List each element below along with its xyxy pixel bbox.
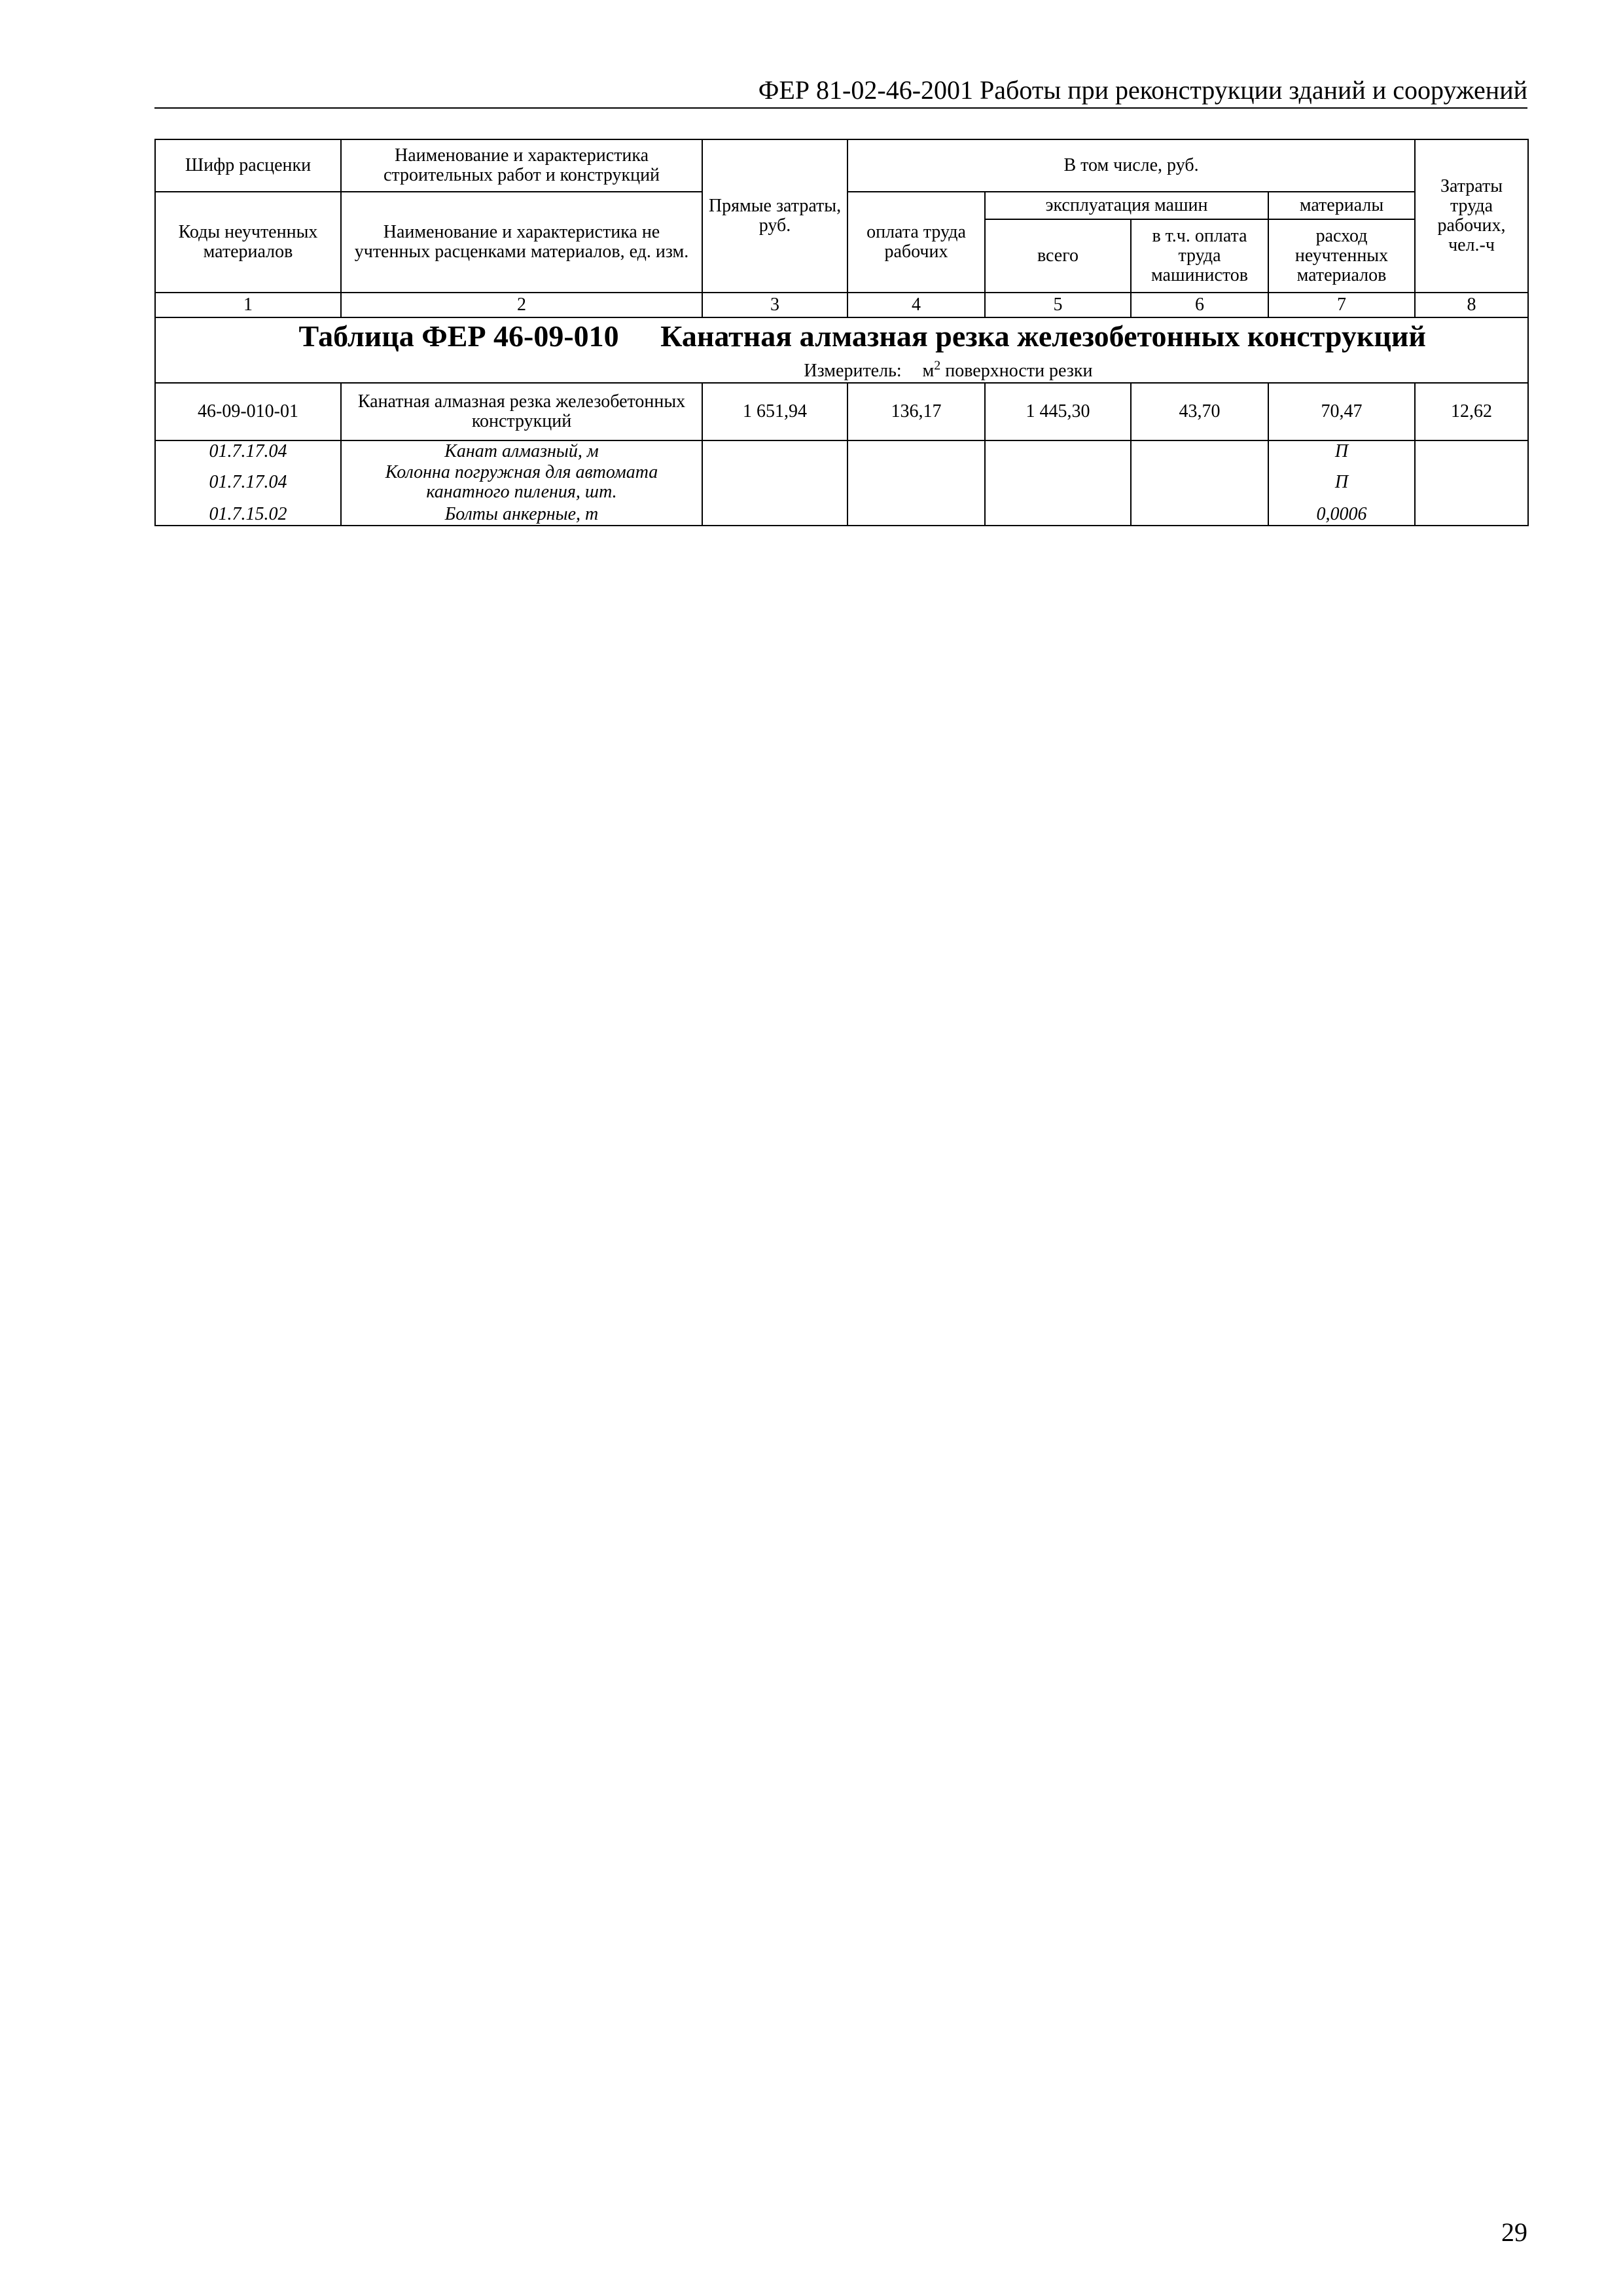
header-machines: эксплуатация машин — [985, 192, 1268, 219]
page-number: 29 — [1501, 2217, 1527, 2247]
column-number: 3 — [702, 293, 847, 317]
header-material-codes: Коды неучтенных материалов — [155, 192, 341, 293]
header-materials: материалы — [1268, 192, 1415, 219]
header-material-names: Наименование и характеристика не учтенных расценками материалов, ед. изм. — [341, 192, 702, 293]
header-material-consumption: расход неучтенных материалов — [1268, 219, 1415, 293]
material-code: 01.7.17.04 — [155, 461, 341, 503]
material-name: Колонна погружная для автомата канатного пиления, шт. — [341, 461, 702, 503]
measure-value: $м^2$ поверхности резки — [922, 359, 1093, 381]
header-machines-total: всего — [985, 219, 1131, 293]
header-including: В том числе, руб. — [847, 139, 1415, 192]
header-cipher: Шифр расценки — [155, 139, 341, 192]
table-title — [155, 317, 1528, 359]
measure-label: Измеритель: — [804, 360, 902, 381]
material-name: Канат алмазный, м — [341, 440, 702, 461]
machines-total-value: 1 445,30 — [985, 383, 1131, 440]
column-number: 2 — [341, 293, 702, 317]
measure-unit — [155, 359, 1528, 383]
column-number: 5 — [985, 293, 1131, 317]
material-name: Болты анкерные, т — [341, 503, 702, 526]
column-number: 7 — [1268, 293, 1415, 317]
material-row — [155, 440, 1528, 461]
material-row — [155, 503, 1528, 526]
running-header-text: ФЕР 81-02-46-2001 Работы при реконструкции зданий и сооружений — [758, 75, 1527, 105]
material-code: 01.7.17.04 — [155, 440, 341, 461]
materials-value: 70,47 — [1268, 383, 1415, 440]
column-number: 4 — [847, 293, 985, 317]
table-code: Таблица ФЕР 46-09-010 — [298, 319, 619, 353]
material-consumption: П — [1268, 440, 1415, 461]
table-row — [155, 383, 1528, 440]
direct-costs-value: 1 651,94 — [702, 383, 847, 440]
machinist-pay-value: 43,70 — [1131, 383, 1268, 440]
header-labor-pay: оплата труда рабочих — [847, 192, 985, 293]
labor-hours-value: 12,62 — [1415, 383, 1528, 440]
material-consumption: 0,0006 — [1268, 503, 1415, 526]
header-labor-hours: Затраты труда рабочих, чел.-ч — [1415, 139, 1528, 293]
rate-name: Канатная алмазная резка железобетонных конструкций — [341, 383, 702, 440]
rate-code: 46-09-010-01 — [155, 383, 341, 440]
material-consumption: П — [1268, 461, 1415, 503]
column-number: 8 — [1415, 293, 1528, 317]
labor-pay-value: 136,17 — [847, 383, 985, 440]
rate-table — [154, 139, 1529, 526]
header-direct-costs: Прямые затраты, руб. — [702, 139, 847, 293]
material-row — [155, 461, 1528, 503]
header-machinist-pay: в т.ч. оплата труда машинистов — [1131, 219, 1268, 293]
column-number: 6 — [1131, 293, 1268, 317]
running-header — [154, 73, 1527, 109]
column-number: 1 — [155, 293, 341, 317]
header-work-name: Наименование и характеристика строительных работ и конструкций — [341, 139, 702, 192]
table-name: Канатная алмазная резка железобетонных конструкций — [660, 319, 1426, 353]
material-code: 01.7.15.02 — [155, 503, 341, 526]
